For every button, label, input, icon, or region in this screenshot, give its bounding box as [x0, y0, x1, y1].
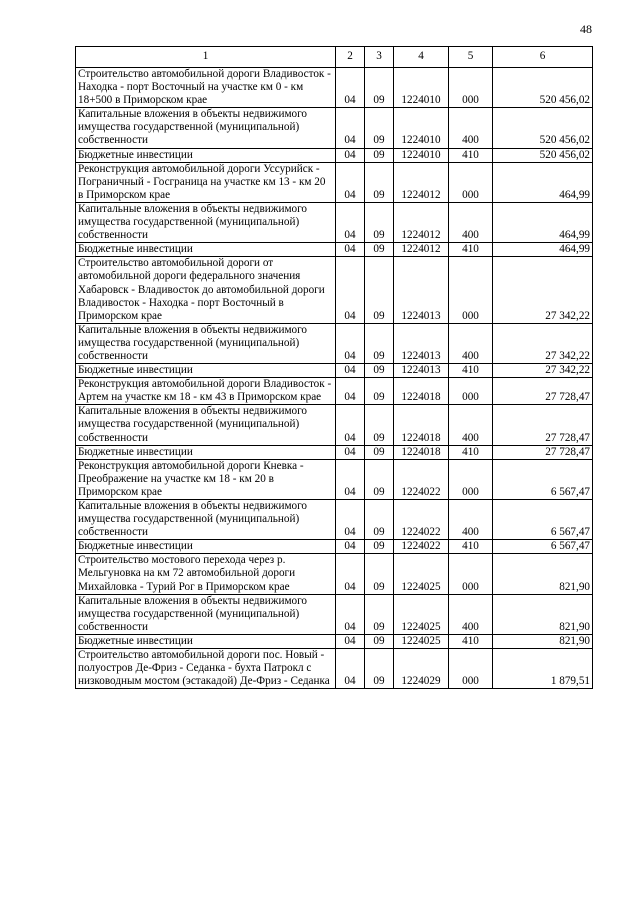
row-sum: 821,90 — [493, 634, 593, 648]
table-row — [76, 554, 593, 594]
row-code-3: 09 — [365, 323, 394, 363]
row-name: Бюджетные инвестиции — [76, 540, 336, 554]
row-code-3: 09 — [365, 243, 394, 257]
row-code-3: 09 — [365, 378, 394, 405]
row-code-5: 000 — [449, 554, 493, 594]
row-code-3: 09 — [365, 445, 394, 459]
row-name: Капитальные вложения в объекты недвижимого имущества государственной (муниципальной) собственности — [76, 202, 336, 242]
row-sum: 1 879,51 — [493, 649, 593, 689]
row-sum: 464,99 — [493, 243, 593, 257]
row-code-5: 000 — [449, 162, 493, 202]
row-sum: 821,90 — [493, 554, 593, 594]
row-code-4: 1224018 — [394, 405, 449, 445]
row-sum: 520 456,02 — [493, 108, 593, 148]
row-code-3: 09 — [365, 68, 394, 108]
table-row — [76, 68, 593, 108]
header-col-3: 3 — [365, 47, 394, 68]
table-row — [76, 257, 593, 323]
row-name: Бюджетные инвестиции — [76, 148, 336, 162]
row-code-2: 04 — [336, 108, 365, 148]
row-code-5: 000 — [449, 649, 493, 689]
row-code-3: 09 — [365, 594, 394, 634]
row-name: Строительство автомобильной дороги пос. Новый - полуостров Де-Фриз - Седанка - бухта Патрокл с низководным мостом (эстакадой) Де-Фриз - Седанка — [76, 649, 336, 689]
row-sum: 821,90 — [493, 594, 593, 634]
row-name: Реконструкция автомобильной дороги Кневка - Преображение на участке км 18 - км 20 в Приморском крае — [76, 459, 336, 499]
row-code-5: 000 — [449, 459, 493, 499]
row-code-5: 410 — [449, 634, 493, 648]
header-col-5: 5 — [449, 47, 493, 68]
row-code-4: 1224029 — [394, 649, 449, 689]
row-code-4: 1224022 — [394, 459, 449, 499]
table-row — [76, 243, 593, 257]
row-sum: 6 567,47 — [493, 459, 593, 499]
table-row — [76, 594, 593, 634]
row-code-5: 410 — [449, 364, 493, 378]
row-code-4: 1224012 — [394, 243, 449, 257]
row-code-2: 04 — [336, 68, 365, 108]
row-sum: 464,99 — [493, 162, 593, 202]
row-code-2: 04 — [336, 500, 365, 540]
row-name: Строительство автомобильной дороги Владивосток - Находка - порт Восточный на участке км 0 - км 18+500 в Приморском крае — [76, 68, 336, 108]
row-code-4: 1224010 — [394, 68, 449, 108]
row-code-4: 1224025 — [394, 554, 449, 594]
header-row — [76, 47, 593, 68]
row-code-2: 04 — [336, 554, 365, 594]
table-row — [76, 405, 593, 445]
row-code-5: 410 — [449, 243, 493, 257]
row-name: Капитальные вложения в объекты недвижимого имущества государственной (муниципальной) собственности — [76, 323, 336, 363]
row-code-5: 400 — [449, 202, 493, 242]
row-code-4: 1224013 — [394, 364, 449, 378]
row-code-2: 04 — [336, 257, 365, 323]
row-sum: 27 342,22 — [493, 257, 593, 323]
header-col-4: 4 — [394, 47, 449, 68]
row-sum: 464,99 — [493, 202, 593, 242]
table-row — [76, 500, 593, 540]
row-code-2: 04 — [336, 540, 365, 554]
row-name: Бюджетные инвестиции — [76, 243, 336, 257]
row-sum: 27 728,47 — [493, 405, 593, 445]
row-code-5: 410 — [449, 445, 493, 459]
row-code-3: 09 — [365, 108, 394, 148]
table-row — [76, 445, 593, 459]
table-row — [76, 649, 593, 689]
table-row — [76, 202, 593, 242]
row-name: Капитальные вложения в объекты недвижимого имущества государственной (муниципальной) собственности — [76, 500, 336, 540]
row-name: Бюджетные инвестиции — [76, 634, 336, 648]
row-code-3: 09 — [365, 649, 394, 689]
table-row — [76, 323, 593, 363]
row-code-5: 400 — [449, 500, 493, 540]
row-code-3: 09 — [365, 405, 394, 445]
table-row — [76, 364, 593, 378]
row-code-4: 1224022 — [394, 540, 449, 554]
row-code-5: 410 — [449, 148, 493, 162]
row-code-3: 09 — [365, 540, 394, 554]
row-code-4: 1224022 — [394, 500, 449, 540]
row-code-2: 04 — [336, 634, 365, 648]
row-code-4: 1224025 — [394, 634, 449, 648]
budget-table — [75, 46, 593, 689]
row-code-3: 09 — [365, 554, 394, 594]
row-sum: 27 728,47 — [493, 378, 593, 405]
row-code-3: 09 — [365, 202, 394, 242]
row-code-3: 09 — [365, 459, 394, 499]
row-code-4: 1224025 — [394, 594, 449, 634]
row-code-5: 410 — [449, 540, 493, 554]
row-code-2: 04 — [336, 243, 365, 257]
row-code-4: 1224012 — [394, 162, 449, 202]
row-name: Капитальные вложения в объекты недвижимого имущества государственной (муниципальной) собственности — [76, 405, 336, 445]
row-name: Капитальные вложения в объекты недвижимого имущества государственной (муниципальной) собственности — [76, 594, 336, 634]
row-code-2: 04 — [336, 649, 365, 689]
row-sum: 6 567,47 — [493, 540, 593, 554]
table-row — [76, 108, 593, 148]
row-code-5: 400 — [449, 323, 493, 363]
row-sum: 520 456,02 — [493, 148, 593, 162]
row-code-2: 04 — [336, 364, 365, 378]
row-name: Строительство мостового перехода через р. Мельгуновка на км 72 автомобильной дороги Михайловка - Турий Рог в Приморском крае — [76, 554, 336, 594]
header-col-1: 1 — [76, 47, 336, 68]
row-code-2: 04 — [336, 202, 365, 242]
row-code-4: 1224013 — [394, 323, 449, 363]
row-sum: 27 342,22 — [493, 364, 593, 378]
row-code-5: 000 — [449, 378, 493, 405]
row-code-2: 04 — [336, 594, 365, 634]
row-name: Бюджетные инвестиции — [76, 364, 336, 378]
row-code-3: 09 — [365, 500, 394, 540]
row-code-2: 04 — [336, 445, 365, 459]
row-code-5: 400 — [449, 594, 493, 634]
row-code-3: 09 — [365, 257, 394, 323]
row-code-3: 09 — [365, 634, 394, 648]
row-code-5: 000 — [449, 68, 493, 108]
table-row — [76, 634, 593, 648]
row-sum: 520 456,02 — [493, 68, 593, 108]
row-name: Бюджетные инвестиции — [76, 445, 336, 459]
row-code-4: 1224013 — [394, 257, 449, 323]
table-row — [76, 540, 593, 554]
row-name: Строительство автомобильной дороги от автомобильной дороги федерального значения Хабаровск - Владивосток до автомобильной дороги Владивосток - Находка - порт Восточный в Приморском крае — [76, 257, 336, 323]
row-code-2: 04 — [336, 405, 365, 445]
table-row — [76, 148, 593, 162]
row-code-5: 000 — [449, 257, 493, 323]
header-col-6: 6 — [493, 47, 593, 68]
row-code-4: 1224010 — [394, 148, 449, 162]
row-code-2: 04 — [336, 323, 365, 363]
header-col-2: 2 — [336, 47, 365, 68]
row-code-2: 04 — [336, 162, 365, 202]
page-number: 48 — [580, 22, 592, 36]
row-code-4: 1224012 — [394, 202, 449, 242]
table-row — [76, 459, 593, 499]
row-code-4: 1224010 — [394, 108, 449, 148]
row-code-3: 09 — [365, 162, 394, 202]
row-name: Реконструкция автомобильной дороги Уссурийск - Пограничный - Госграница на участке км 13 - км 20 в Приморском крае — [76, 162, 336, 202]
table-row — [76, 162, 593, 202]
table-body — [76, 68, 593, 689]
row-name: Капитальные вложения в объекты недвижимого имущества государственной (муниципальной) собственности — [76, 108, 336, 148]
row-sum: 27 728,47 — [493, 445, 593, 459]
row-code-2: 04 — [336, 148, 365, 162]
row-code-4: 1224018 — [394, 445, 449, 459]
row-sum: 6 567,47 — [493, 500, 593, 540]
row-sum: 27 342,22 — [493, 323, 593, 363]
row-code-3: 09 — [365, 364, 394, 378]
row-name: Реконструкция автомобильной дороги Владивосток - Артем на участке км 18 - км 43 в Приморском крае — [76, 378, 336, 405]
row-code-3: 09 — [365, 148, 394, 162]
row-code-5: 400 — [449, 108, 493, 148]
row-code-5: 400 — [449, 405, 493, 445]
row-code-2: 04 — [336, 378, 365, 405]
table-row — [76, 378, 593, 405]
row-code-4: 1224018 — [394, 378, 449, 405]
row-code-2: 04 — [336, 459, 365, 499]
